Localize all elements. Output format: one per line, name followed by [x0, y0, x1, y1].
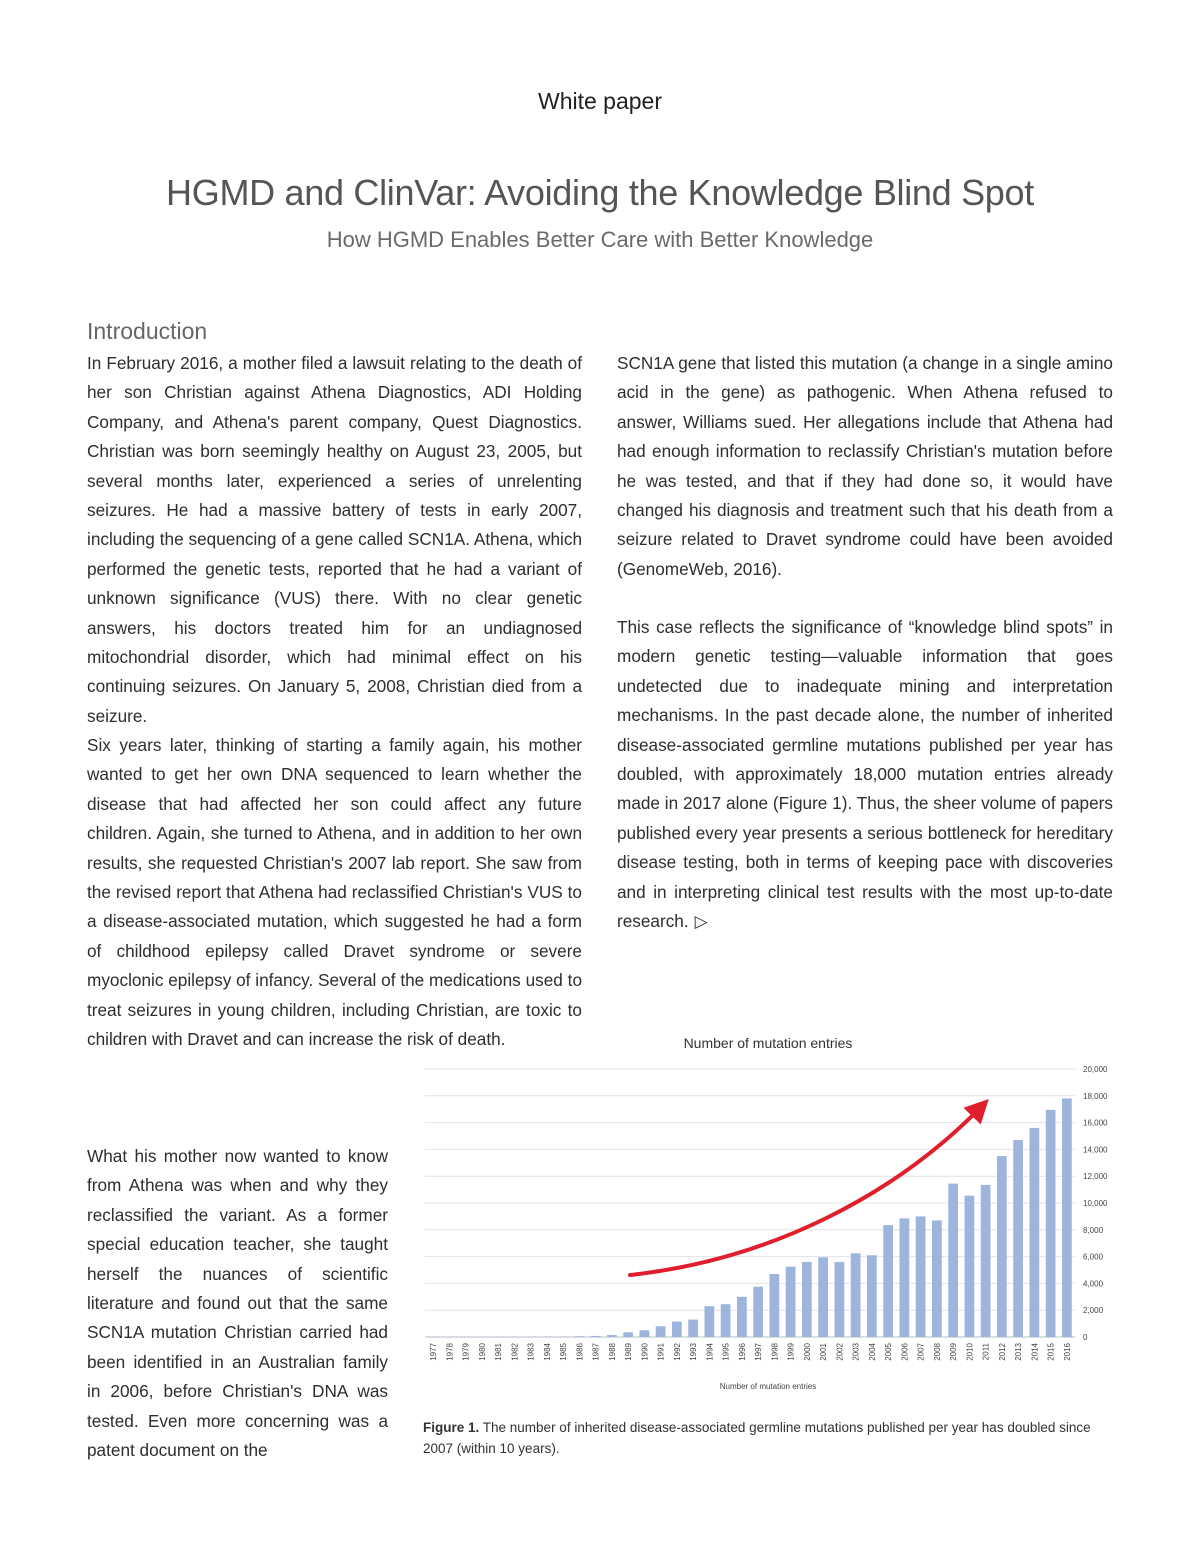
x-tick-label: 2014 [1030, 1343, 1040, 1361]
x-tick-label: 1997 [754, 1343, 764, 1361]
body-paragraph-3: What his mother now wanted to know from Athena was when and why they reclassified the variant. As a former special education teacher, she taught herself the nuances of scientific literature and found out that the same SCN1A mutation Christian carried had been identified in an Australian family in 2006, before Christian's DNA was tested. Even more concerning was a patent document on the [87, 1146, 388, 1461]
chart-bar-1998 [770, 1274, 780, 1337]
chart-bar-1995 [721, 1304, 731, 1337]
document-kicker: White paper [537, 88, 662, 114]
chart-x-axis [429, 1342, 1072, 1360]
y-tick-label: 12,000 [1083, 1172, 1108, 1182]
body-paragraph-5 [617, 613, 1113, 936]
x-tick-label: 2012 [997, 1343, 1007, 1361]
x-tick-label: 1990 [640, 1343, 650, 1361]
chart-bar-1999 [786, 1267, 796, 1337]
chart-bar-1978 [445, 1337, 455, 1338]
x-tick-label: 1987 [591, 1343, 601, 1361]
chart-bar-2006 [900, 1218, 910, 1337]
y-tick-label: 10,000 [1083, 1199, 1108, 1208]
x-tick-label: 2010 [965, 1343, 975, 1361]
mutation-entries-bar-chart [415, 1025, 1125, 1405]
chart-bar-2007 [916, 1216, 926, 1337]
y-tick-label: 4,000 [1083, 1279, 1104, 1289]
x-tick-label: 2002 [835, 1343, 845, 1361]
x-tick-label: 1979 [461, 1343, 471, 1361]
chart-bar-1988 [607, 1335, 617, 1337]
chart-bar-1984 [542, 1337, 552, 1338]
x-tick-label: 1986 [575, 1343, 585, 1361]
x-tick-label: 1978 [445, 1343, 455, 1361]
body-paragraph-2: Six years later, thinking of starting a family again, his mother wanted to get her own DNA sequenced to learn whether the disease that had affected her son could affect any future children. Again, she turned to Athena, and in addition to her own results, she requested Christian's 2007 lab report. She saw from the revised report that Athena had reclassified Christian's VUS to a disease-associated mutation, which suggested he had a form of childhood epilepsy called Dravet syndrome or severe myoclonic epilepsy of infancy. Several of the medications used to treat seizures in young children, including Christian, are toxic to children with Dravet and can increase the risk of death. [87, 735, 582, 1050]
figure-caption-label: Figure 1. [423, 1420, 480, 1435]
x-tick-label: 1996 [737, 1343, 747, 1361]
chart-bar-1983 [526, 1337, 536, 1338]
y-tick-label: 18,000 [1083, 1091, 1108, 1101]
chart-bar-1991 [656, 1326, 666, 1337]
chart-bar-2013 [1013, 1140, 1023, 1337]
chart-bar-1996 [737, 1297, 747, 1337]
y-tick-label: 16,000 [1083, 1118, 1108, 1128]
document-subtitle: How HGMD Enables Better Care with Better Knowledge [326, 227, 874, 252]
chart-bar-2014 [1030, 1128, 1040, 1337]
chart-bar-2012 [997, 1156, 1007, 1337]
chart-bar-1994 [705, 1306, 715, 1337]
chart-bar-1990 [640, 1330, 650, 1337]
x-tick-label: 2001 [819, 1343, 829, 1361]
x-tick-label: 1988 [607, 1343, 617, 1361]
x-tick-label: 2013 [1014, 1343, 1024, 1361]
chart-bar-2016 [1062, 1098, 1072, 1337]
figure-caption [423, 1417, 1113, 1459]
y-tick-label: 20,000 [1083, 1065, 1108, 1074]
chart-y-axis [1083, 1065, 1108, 1342]
x-tick-label: 2006 [900, 1343, 910, 1361]
chart-bar-2009 [948, 1184, 958, 1337]
y-tick-label: 8,000 [1083, 1225, 1104, 1235]
x-tick-label: 2000 [802, 1343, 812, 1361]
chart-bar-2010 [965, 1196, 975, 1337]
x-tick-label: 1993 [689, 1343, 699, 1361]
x-tick-label: 1991 [656, 1343, 666, 1361]
x-tick-label: 2008 [932, 1343, 942, 1361]
document-title: HGMD and ClinVar: Avoiding the Knowledge Blind Spot [166, 172, 1034, 213]
x-tick-label: 2007 [916, 1343, 926, 1361]
figure-caption-text: The number of inherited disease-associated germline mutations published per year has doubled since 2007 (within 10 years). [423, 1420, 1091, 1456]
x-tick-label: 2011 [981, 1343, 991, 1361]
chart-bar-2008 [932, 1220, 942, 1337]
x-tick-label: 1984 [542, 1343, 552, 1361]
chart-bar-1979 [461, 1337, 471, 1338]
x-tick-label: 2005 [884, 1343, 894, 1361]
x-tick-label: 2015 [1046, 1343, 1056, 1361]
x-tick-label: 1982 [510, 1343, 520, 1361]
x-tick-label: 2009 [949, 1343, 959, 1361]
chart-bar-2000 [802, 1262, 812, 1337]
chart-bar-1985 [558, 1336, 568, 1337]
body-paragraph-4: SCN1A gene that listed this mutation (a change in a single amino acid in the gene) as pathogenic. When Athena refused to answer, Williams sued. Her allegations include that Athena had had enough information to reclassify Christian's mutation before he was tested, and that if they had done so, it would have changed his diagnosis and treatment such that his death from a seizure related to Dravet syndrome could have been avoided (GenomeWeb, 2016). [617, 353, 1113, 579]
chart-bar-1992 [672, 1322, 682, 1337]
chart-bar-1986 [575, 1336, 585, 1337]
chart-bar-2005 [883, 1225, 893, 1337]
y-tick-label: 0 [1083, 1333, 1088, 1342]
x-tick-label: 2016 [1062, 1343, 1072, 1361]
chart-bar-2001 [818, 1257, 828, 1337]
y-tick-label: 14,000 [1083, 1145, 1108, 1155]
chart-bar-2003 [851, 1253, 861, 1337]
x-tick-label: 1980 [477, 1343, 487, 1361]
chart-bar-1977 [428, 1337, 438, 1338]
chart-bar-2002 [835, 1262, 845, 1337]
section-heading-introduction: Introduction [87, 318, 208, 344]
x-tick-label: 1999 [786, 1343, 796, 1361]
chart-bar-1982 [510, 1337, 520, 1338]
continue-arrow-icon: ▷ [694, 912, 708, 932]
chart-bar-1981 [493, 1337, 503, 1338]
x-tick-label: 2003 [851, 1343, 861, 1361]
trend-arrow-icon [630, 1107, 981, 1275]
body-paragraph-5-text: This case reflects the significance of “knowledge blind spots” in modern genetic testing—valuable information that goes undetected due to inadequate mining and interpretation mechanisms. In the past decade alone, the number of inherited disease-associated germline mutations published per year has doubled, with approximately 18,000 mutation entries already made in 2017 alone (Figure 1). Thus, the sheer volume of papers published every year presents a serious bottleneck for hereditary disease testing, both in terms of keeping pace with discoveries and in interpreting clinical test results with the most up-to-date research. [617, 617, 1113, 932]
x-tick-label: 1983 [526, 1343, 536, 1361]
chart-bar-1987 [591, 1336, 601, 1337]
x-tick-label: 1998 [770, 1343, 780, 1361]
x-tick-label: 1995 [721, 1343, 731, 1361]
chart-bar-2015 [1046, 1110, 1056, 1337]
chart-x-axis-label: Number of mutation entries [719, 1382, 817, 1391]
chart-bar-1980 [477, 1337, 487, 1338]
chart-bar-2004 [867, 1255, 877, 1337]
x-tick-label: 1985 [559, 1343, 569, 1361]
chart-bar-1997 [753, 1287, 763, 1337]
x-tick-label: 1981 [494, 1343, 504, 1361]
chart-bar-1989 [623, 1332, 633, 1337]
y-tick-label: 6,000 [1083, 1252, 1104, 1262]
x-tick-label: 1989 [624, 1343, 634, 1361]
body-paragraph-1: In February 2016, a mother filed a lawsuit relating to the death of her son Christian against Athena Diagnostics, ADI Holding Company, and Athena's parent company, Quest Diagnostics. Christian was born seemingly healthy on August 23, 2005, but several months later, experienced a series of unrelenting seizures. He had a massive battery of tests in early 2007, including the sequencing of a gene called SCN1A. Athena, which performed the genetic tests, reported that he had a variant of unknown significance (VUS) there. With no clear genetic answers, his doctors treated him for an undiagnosed mitochondrial disorder, which had minimal effect on his continuing seizures. On January 5, 2008, Christian died from a seizure. [87, 353, 582, 726]
chart-title: Number of mutation entries [683, 1035, 853, 1051]
chart-bars [428, 1098, 1072, 1337]
x-tick-label: 1992 [672, 1343, 682, 1361]
chart-bar-2011 [981, 1185, 991, 1337]
y-tick-label: 2,000 [1083, 1306, 1104, 1316]
x-tick-label: 2004 [867, 1343, 877, 1361]
x-tick-label: 1994 [705, 1343, 715, 1361]
chart-bar-1993 [688, 1320, 698, 1337]
x-tick-label: 1977 [429, 1343, 439, 1361]
